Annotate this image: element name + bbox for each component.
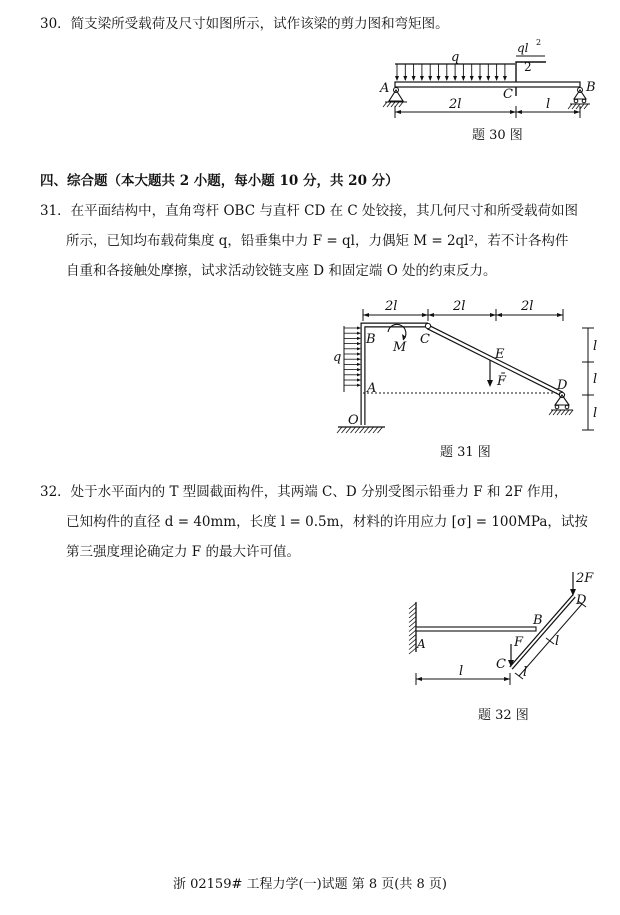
q32-dim-l-2: l	[523, 665, 528, 680]
q31-vdim-1: l	[593, 339, 598, 354]
q31-dim-2: 2l	[453, 299, 466, 314]
q32-wall-a	[409, 602, 416, 654]
q30-text: 30．简支梁所受载荷及尺寸如图所示，试作该梁的剪力图和弯矩图。	[40, 16, 449, 32]
q31-label-m: M	[393, 340, 407, 355]
q31-label-q: q	[333, 350, 342, 365]
q31-label-a: A	[367, 381, 377, 396]
q31-label-c: C	[420, 332, 430, 347]
q31-line-2: 所示，已知均布载荷集度 q，铅垂集中力 F = ql，力偶矩 M = 2ql²，若不计各构件	[66, 233, 569, 249]
page-footer: 浙 02159# 工程力学(一)试题 第 8 页(共 8 页)	[172, 877, 447, 892]
q30-label-b: B	[586, 80, 596, 95]
q32-dim-l-1: l	[459, 664, 464, 679]
q31-dim-3: 2l	[521, 299, 534, 314]
q31-label-f: F̄	[497, 374, 507, 389]
q31-label-b: B	[366, 332, 376, 347]
q30-dim-l: l	[546, 97, 551, 112]
q32-bar-cd	[511, 596, 574, 668]
q30-caption: 题 30 图	[472, 128, 523, 143]
q32-line-2: 已知构件的直径 d = 40mm，长度 l = 0.5m，材料的许用应力 [σ] = 100MPa，试按	[66, 514, 588, 530]
q30-label-a: A	[380, 81, 390, 96]
q32-label-d: D	[576, 593, 587, 608]
q31-dim-1: 2l	[385, 299, 398, 314]
q30-label-q: q	[451, 50, 460, 65]
q32-label-b: B	[533, 613, 543, 628]
q31-caption: 题 31 图	[440, 445, 491, 460]
section4-heading: 四、综合题（本大题共 2 小题，每小题 10 分，共 20 分）	[40, 173, 399, 189]
q32-label-2f: 2F	[576, 571, 594, 586]
q32-caption: 题 32 图	[478, 708, 529, 723]
q31-label-o: O	[348, 413, 359, 428]
q32-label-c: C	[496, 657, 506, 672]
q32-label-a: A	[417, 637, 426, 651]
q30-label-c: C	[503, 87, 513, 102]
q31-vdim-2: l	[593, 372, 598, 387]
svg-text:2: 2	[536, 38, 542, 47]
q32-label-f: F	[514, 635, 524, 650]
q32-dim-l-3: l	[555, 634, 560, 649]
q31-vdim-3: l	[593, 406, 598, 421]
svg-text:ql: ql	[517, 41, 529, 55]
q32-bar-ab	[416, 627, 536, 631]
q31-label-e: E	[495, 347, 505, 362]
q32-line-1: 32．处于水平面内的 T 型圆截面构件，其两端 C、D 分别受图示铅垂力 F 和 2F 作用，	[40, 484, 568, 500]
q32-line-3: 第三强度理论确定力 F 的最大许可值。	[66, 544, 300, 560]
q31-line-1: 31．在平面结构中，直角弯杆 OBC 与直杆 CD 在 C 处铰接，其几何尺寸和所受载荷如图	[40, 203, 578, 219]
q31-label-d: D	[557, 378, 568, 393]
svg-text:2: 2	[524, 60, 532, 74]
q31-line-3: 自重和各接触处摩擦，试求活动铰链支座 D 和固定端 O 处的约束反力。	[66, 263, 497, 279]
q30-dim-2l: 2l	[449, 97, 462, 112]
